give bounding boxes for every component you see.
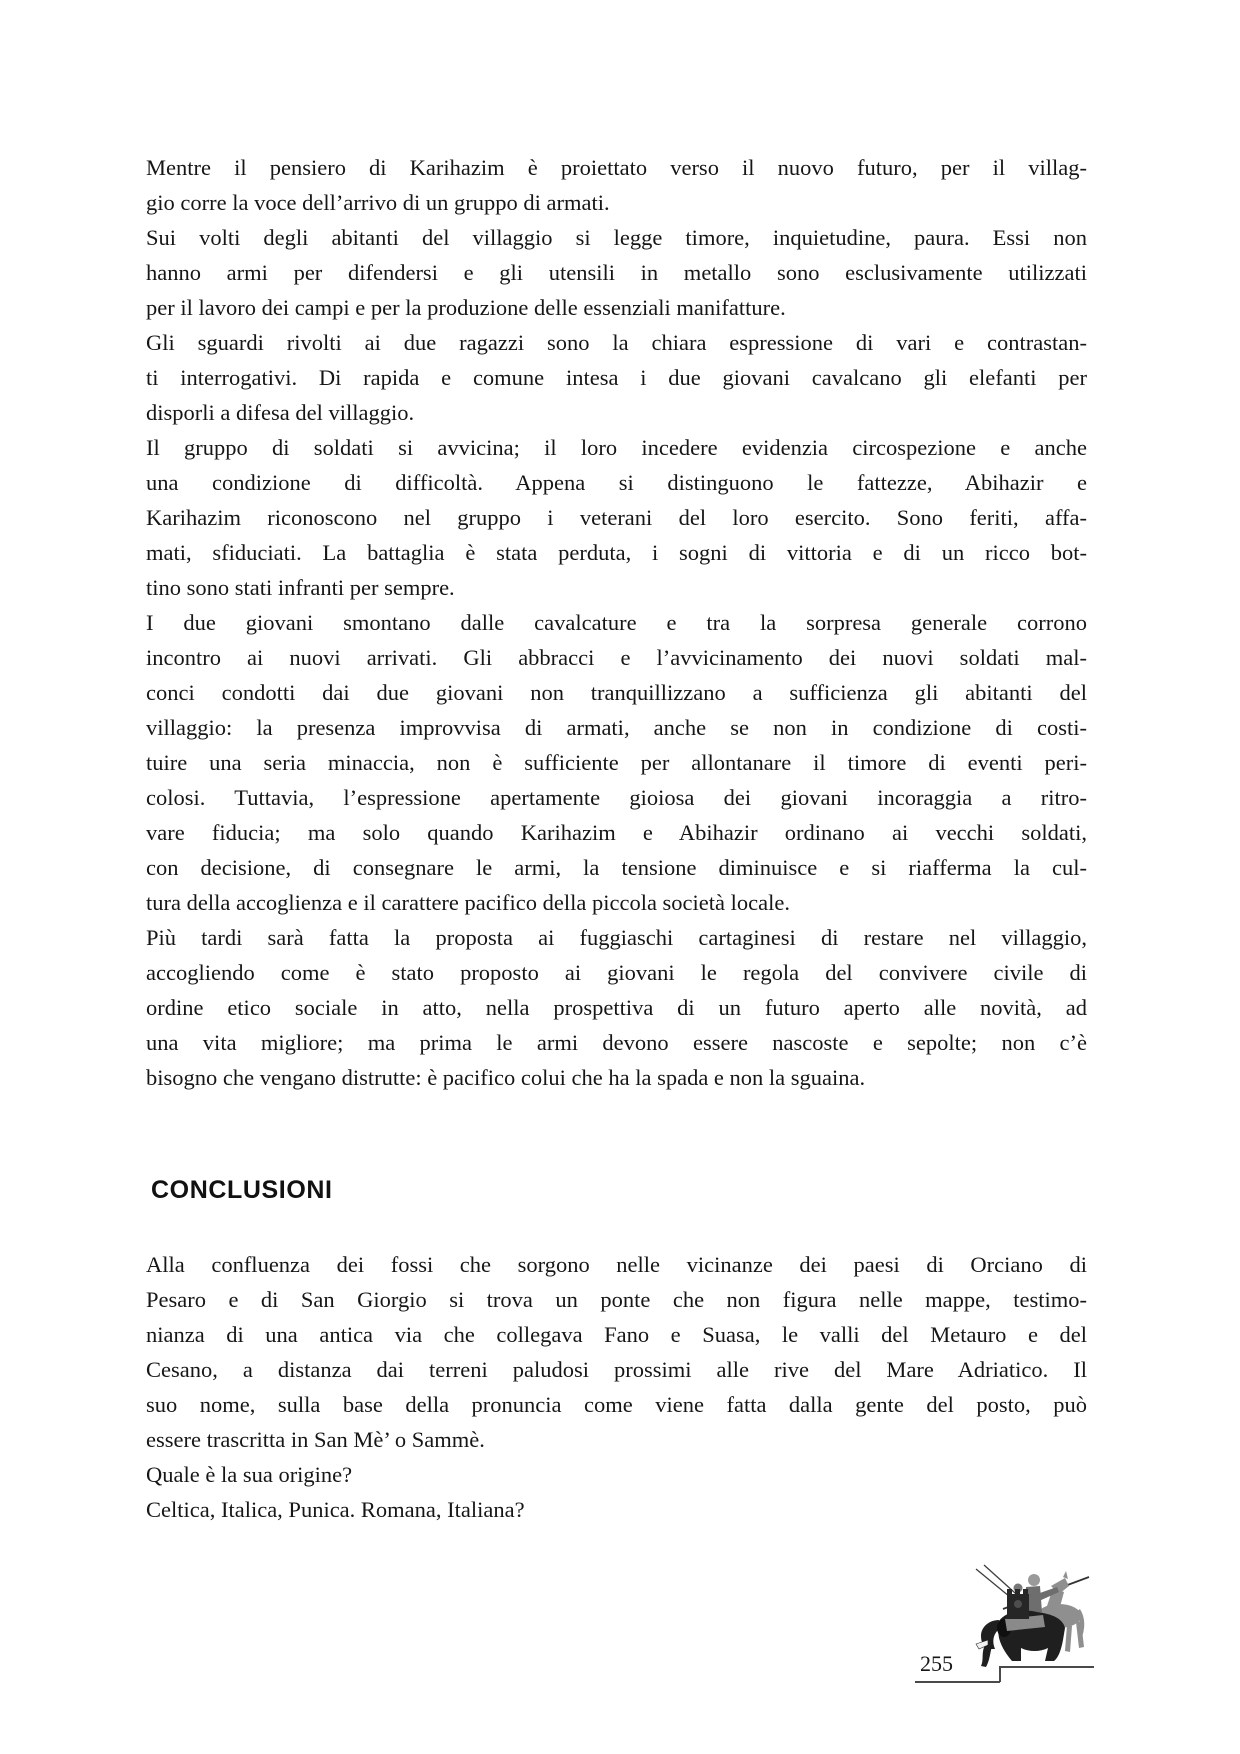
footer-rule-right: [999, 1666, 1094, 1668]
paragraph: [146, 430, 1087, 605]
text-line: con decisione, di consegnare le armi, la tensione diminuisce e si riafferma la cul-: [146, 855, 1087, 880]
text-line: tuire una seria minaccia, non è sufficiente per allontanare il timore di eventi peri-: [146, 750, 1087, 775]
text-line: ordine etico sociale in atto, nella prospettiva di un futuro aperto alle novità, ad: [146, 995, 1087, 1020]
paragraph: [146, 605, 1087, 920]
text-line: suo nome, sulla base della pronuncia come viene fatta dalla gente del posto, può: [146, 1392, 1087, 1417]
body-text-block-2: [146, 1247, 1087, 1527]
text-line: Pesaro e di San Giorgio si trova un ponte che non figura nelle mappe, testimo-: [146, 1287, 1087, 1312]
text-line: una condizione di difficoltà. Appena si distinguono le fattezze, Abihazir e: [146, 470, 1087, 495]
paragraph: [146, 1492, 1087, 1527]
text-line: I due giovani smontano dalle cavalcature e tra la sorpresa generale corrono: [146, 610, 1087, 635]
body-text-block-1: [146, 150, 1087, 1095]
text-line: Cesano, a distanza dai terreni paludosi prossimi alle rive del Mare Adriatico. Il: [146, 1357, 1087, 1382]
section-heading: CONCLUSIONI: [151, 1176, 333, 1204]
text-line: accogliendo come è stato proposto ai giovani le regola del convivere civile di: [146, 960, 1087, 985]
text-line: una vita migliore; ma prima le armi devono essere nascoste e sepolte; non c’è: [146, 1030, 1087, 1055]
footer-rule-vertical: [999, 1666, 1001, 1682]
text-line: mati, sfiduciati. La battaglia è stata perduta, i sogni di vittoria e di un ricco bot-: [146, 540, 1087, 565]
text-line: ti interrogativi. Di rapida e comune intesa i due giovani cavalcano gli elefanti per: [146, 365, 1087, 390]
paragraph: [146, 150, 1087, 220]
text-line: colosi. Tuttavia, l’espressione apertamente gioiosa dei giovani incoraggia a ritro-: [146, 785, 1087, 810]
text-line: villaggio: la presenza improvvisa di armati, anche se non in condizione di costi-: [146, 715, 1087, 740]
text-line: disporli a difesa del villaggio.: [146, 400, 415, 425]
text-line: tura della accoglienza e il carattere pacifico della piccola società locale.: [146, 890, 790, 915]
text-line: conci condotti dai due giovani non tranquillizzano a sufficienza gli abitanti del: [146, 680, 1087, 705]
page-number: 255: [920, 1651, 953, 1676]
paragraph: [146, 1457, 1087, 1492]
text-line: nianza di una antica via che collegava Fano e Suasa, le valli del Metauro e del: [146, 1322, 1087, 1347]
text-line: Più tardi sarà fatta la proposta ai fuggiaschi cartaginesi di restare nel villaggio,: [146, 925, 1087, 950]
paragraph: [146, 220, 1087, 325]
footer-rule-left: [915, 1681, 1000, 1683]
text-line: vare fiducia; ma solo quando Karihazim e Abihazir ordinano ai vecchi soldati,: [146, 820, 1087, 845]
text-line: essere trascritta in San Mè’ o Sammè.: [146, 1427, 485, 1452]
text-line: Il gruppo di soldati si avvicina; il loro incedere evidenzia circospezione e anche: [146, 435, 1087, 460]
text-line: gio corre la voce dell’arrivo di un gruppo di armati.: [146, 190, 610, 215]
text-line: Mentre il pensiero di Karihazim è proiettato verso il nuovo futuro, per il villag-: [146, 155, 1087, 180]
text-line: hanno armi per difendersi e gli utensili in metallo sono esclusivamente utilizzati: [146, 260, 1087, 285]
text-line: incontro ai nuovi arrivati. Gli abbracci e l’avvicinamento dei nuovi soldati mal-: [146, 645, 1087, 670]
text-line: Karihazim riconoscono nel gruppo i veterani del loro esercito. Sono feriti, affa-: [146, 505, 1087, 530]
text-line: per il lavoro dei campi e per la produzione delle essenziali manifatture.: [146, 295, 786, 320]
text-line: Alla confluenza dei fossi che sorgono nelle vicinanze dei paesi di Orciano di: [146, 1252, 1087, 1277]
text-line: Gli sguardi rivolti ai due ragazzi sono la chiara espressione di vari e contrastan-: [146, 330, 1087, 355]
text-line: Celtica, Italica, Punica. Romana, Italiana?: [146, 1497, 525, 1522]
text-line: Sui volti degli abitanti del villaggio si legge timore, inquietudine, paura. Essi non: [146, 225, 1087, 250]
paragraph: [146, 920, 1087, 1095]
text-line: tino sono stati infranti per sempre.: [146, 575, 455, 600]
text-line: bisogno che vengano distrutte: è pacifico colui che ha la spada e non la sguaina.: [146, 1065, 866, 1090]
paragraph: [146, 1247, 1087, 1457]
text-line: Quale è la sua origine?: [146, 1462, 353, 1487]
paragraph: [146, 325, 1087, 430]
